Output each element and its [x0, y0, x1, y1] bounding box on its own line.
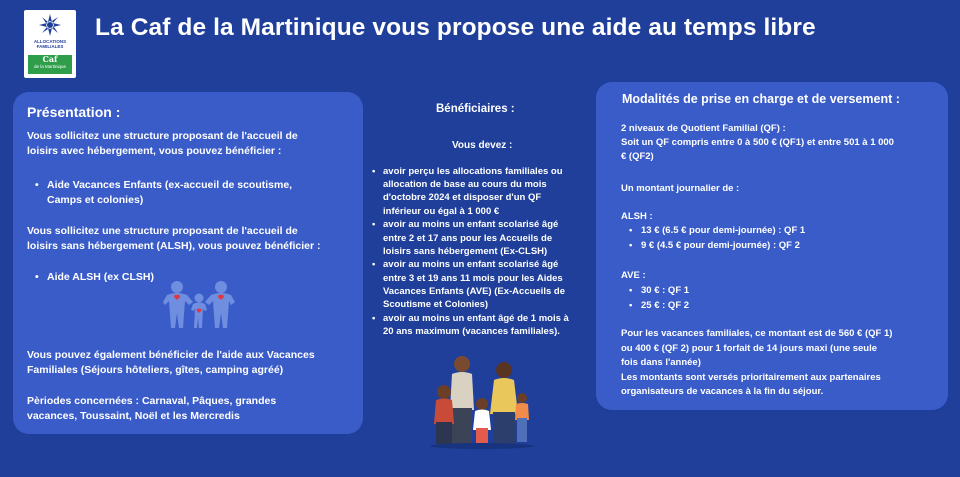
list-item — [372, 312, 594, 338]
text-line: inférieur ou égal à 1 000 € — [383, 205, 500, 217]
alsh-label: ALSH : — [621, 211, 653, 222]
text-line: avoir au moins un enfant âgé de 1 mois à — [383, 312, 569, 324]
modalites-qf — [621, 122, 943, 164]
bullet-icon: • — [629, 240, 633, 251]
beneficiaires-subtitle: Vous devez : — [452, 140, 513, 151]
text-line: fois dans l'année) — [621, 357, 701, 368]
logo-line-2: FAMILIALES — [36, 44, 64, 49]
text-line: 25 € : QF 2 — [641, 300, 690, 311]
logo-brand: Caf — [42, 54, 58, 64]
bullet-icon: • — [372, 219, 376, 231]
list-item — [372, 218, 594, 258]
text-line: 20 ans maximum (vacances familiales). — [383, 325, 560, 337]
modalites-title: Modalités de prise en charge et de versement : — [622, 92, 900, 106]
list-item — [629, 223, 805, 238]
text-line: Pour les vacances familiales, ce montant est de 560 € (QF 1) — [621, 328, 893, 339]
text-line: Scoutisme et Colonies) — [383, 299, 489, 311]
text-line: 2 niveaux de Quotient Familial (QF) : — [621, 123, 786, 134]
bullet-icon: • — [35, 271, 39, 283]
text-line: 30 € : QF 1 — [641, 285, 690, 296]
modalites-panel — [596, 82, 948, 410]
bullet-icon: • — [629, 300, 633, 311]
text-line: entre 2 et 17 ans pour les Accueils de — [383, 232, 553, 244]
text-line: entre 3 et 19 ans 11 mois pour les Aides — [383, 272, 563, 284]
page-title: La Caf de la Martinique vous propose une aide au temps libre — [95, 14, 816, 41]
list-item — [35, 178, 355, 208]
presentation-periodes — [27, 394, 357, 424]
text-line: vacances, Toussaint, Noël et les Mercredis — [27, 410, 240, 422]
list-item — [372, 258, 594, 311]
text-line: avoir au moins un enfant scolarisé âgé — [383, 219, 559, 231]
list-item — [629, 238, 800, 253]
list-item — [629, 283, 689, 298]
text-line: 9 € (4.5 € pour demi-journée) : QF 2 — [641, 240, 800, 251]
presentation-vacances — [27, 348, 363, 378]
beneficiaires-list — [372, 165, 594, 339]
text-line: avoir au moins un enfant scolarisé âgé — [383, 259, 559, 271]
text-line: loisirs sans hébergement (Ex-CLSH) — [383, 245, 548, 257]
text-line: Soit un QF compris entre 0 à 500 € (QF1) et entre 501 à 1 000 — [621, 137, 894, 148]
logo-line-1: ALLOCATIONS — [33, 39, 67, 44]
text-line: € (QF2) — [621, 151, 654, 162]
presentation-title: Présentation : — [27, 104, 121, 120]
text-line: avoir perçu les allocations familiales ou — [383, 166, 563, 177]
text-line: loisirs avec hébergement, vous pouvez bénéficier : — [27, 145, 282, 157]
bullet-icon: • — [629, 225, 633, 236]
family-holding-hands-icon — [163, 280, 235, 330]
presentation-intro-2 — [27, 224, 363, 254]
presentation-intro-1 — [27, 129, 357, 159]
bullet-icon: • — [35, 179, 39, 191]
text-line: loisirs sans hébergement (ALSH), vous pouvez bénéficier : — [27, 240, 321, 252]
bullet-icon: • — [372, 259, 376, 271]
text-line: allocation de base au cours du mois — [383, 179, 547, 191]
text-line: Camps et colonies) — [47, 194, 144, 206]
text-line: Vous pouvez également bénéficier de l'aide aux Vacances — [27, 349, 315, 361]
text-line: d'octobre 2024 et disposer d'un QF — [383, 192, 542, 204]
text-line: Vous sollicitez une structure proposant de l'accueil de — [27, 130, 298, 142]
bullet-icon: • — [629, 285, 633, 296]
caf-emblem-icon — [38, 13, 62, 37]
text-line: 13 € (6.5 € pour demi-journée) : QF 1 — [641, 225, 806, 236]
text-line: Les montants sont versés prioritairement aux partenaires — [621, 371, 881, 383]
list-item — [629, 298, 689, 313]
bullet-icon: • — [372, 312, 376, 324]
caf-logo — [24, 10, 76, 78]
modalites-journalier: Un montant journalier de : — [621, 183, 740, 194]
text-line: Aide Vacances Enfants (ex-accueil de scoutisme, — [47, 179, 293, 191]
logo-band — [28, 55, 72, 74]
presentation-panel — [13, 92, 363, 434]
modalites-vacances — [621, 327, 945, 400]
logo-region: de la Martinique — [33, 64, 67, 69]
text-line: ou 400 € (QF 2) pour 1 forfait de 14 jours maxi (une seule — [621, 342, 878, 354]
text-line: organisateurs de vacances à la fin du séjour. — [621, 386, 824, 397]
text-line: Pèriodes concernées : Carnaval, Pâques, grandes — [27, 395, 277, 407]
family-portrait-icon — [426, 352, 538, 450]
list-item — [372, 165, 594, 218]
ave-label: AVE : — [621, 270, 646, 281]
text-line: Aide ALSH (ex CLSH) — [47, 271, 154, 283]
bullet-icon: • — [372, 166, 376, 177]
beneficiaires-title: Bénéficiaires : — [436, 103, 515, 115]
text-line: Familiales (Séjours hôteliers, gîtes, camping agréé) — [27, 364, 284, 376]
text-line: Vous sollicitez une structure proposant de l'accueil de — [27, 225, 298, 237]
text-line: Vacances Enfants (AVE) (Ex-Accueils de — [383, 285, 565, 297]
